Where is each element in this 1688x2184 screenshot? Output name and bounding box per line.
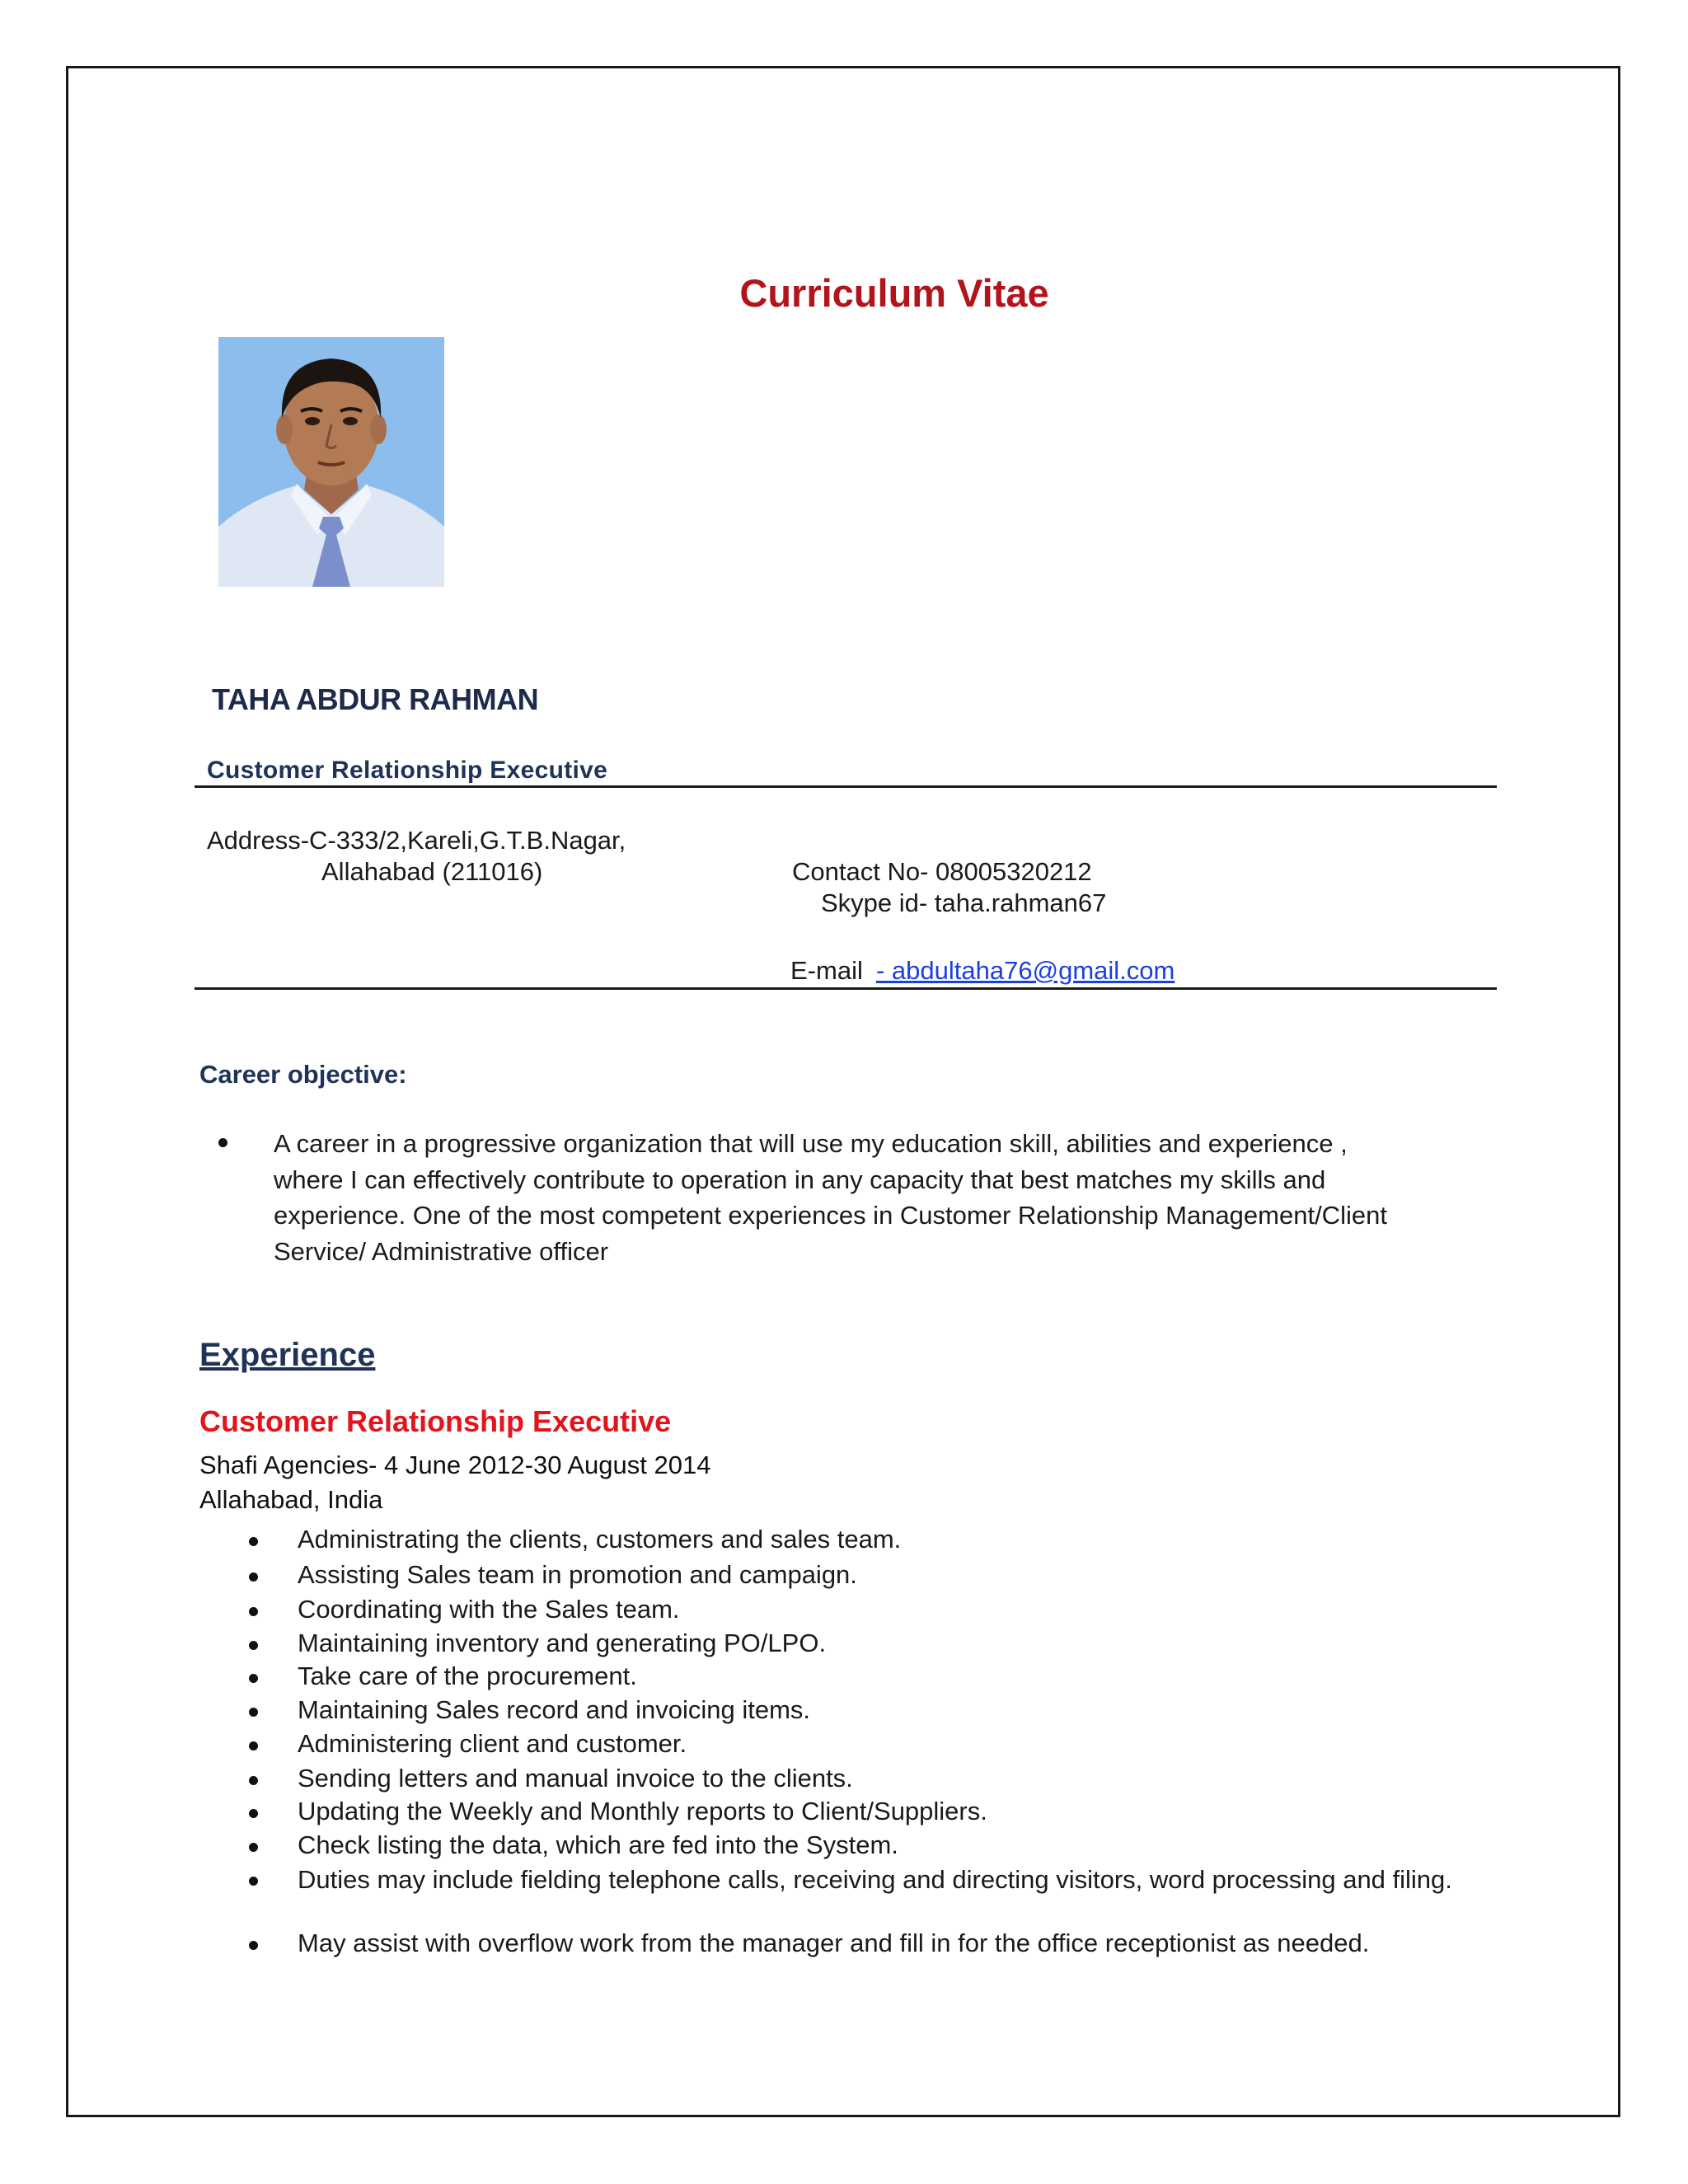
duty-bullet [249, 1641, 258, 1650]
duty-bullet [249, 1607, 258, 1616]
duty-item: Coordinating with the Sales team. [298, 1595, 680, 1624]
career-objective-heading: Career objective: [199, 1060, 407, 1089]
divider-bottom [195, 987, 1497, 990]
duty-bullet [249, 1843, 258, 1852]
duty-item: Updating the Weekly and Monthly reports to Client/Suppliers. [298, 1797, 987, 1825]
duty-item: Assisting Sales team in promotion and campaign. [298, 1560, 857, 1589]
objective-line: Service/ Administrative officer [274, 1236, 609, 1266]
skype-id: Skype id- taha.rahman67 [821, 888, 1107, 917]
experience-heading: Experience [199, 1337, 376, 1373]
duty-bullet [249, 1572, 258, 1582]
objective-line: A career in a progressive organization that will use my education skill, abilities and experience , [274, 1129, 1348, 1158]
company-dates: Shafi Agencies- 4 June 2012-30 August 2014 [199, 1451, 711, 1479]
email-label: E-mail [790, 956, 863, 985]
objective-bullet [218, 1138, 227, 1147]
duty-bullet [249, 1708, 258, 1717]
career-objective-text [274, 1126, 1477, 1269]
duty-item: Take care of the procurement. [298, 1661, 637, 1690]
duty-bullet [249, 1877, 258, 1886]
email-link[interactable]: - abdultaha76@gmail.com [876, 956, 1175, 985]
duty-item: Sending letters and manual invoice to the clients. [298, 1764, 853, 1793]
profile-photo [218, 337, 444, 587]
divider-top [195, 785, 1497, 788]
duty-bullet [249, 1741, 258, 1750]
duty-item: Administrating the clients, customers and sales team. [298, 1525, 902, 1554]
objective-line: where I can effectively contribute to operation in any capacity that best matches my skills and [274, 1165, 1326, 1194]
duty-bullet [249, 1776, 258, 1785]
duty-bullet [249, 1537, 258, 1546]
document-title: Curriculum Vitae [739, 271, 1049, 315]
duty-item: May assist with overflow work from the manager and fill in for the office receptionist as needed. [298, 1929, 1370, 1957]
address-line-1: Address-C-333/2,Kareli,G.T.B.Nagar, [207, 826, 626, 855]
duty-item: Maintaining inventory and generating PO/LPO. [298, 1629, 827, 1657]
contact-number: Contact No- 08005320212 [792, 857, 1092, 886]
job-location: Allahabad, India [199, 1485, 383, 1514]
job-title: Customer Relationship Executive [199, 1404, 672, 1438]
duty-item: Duties may include fielding telephone calls, receiving and directing visitors, word processing and filing. [298, 1865, 1452, 1894]
duty-bullet [249, 1809, 258, 1818]
objective-line: experience. One of the most competent experiences in Customer Relationship Management/Client [274, 1201, 1387, 1230]
duty-bullet [249, 1674, 258, 1683]
duty-item: Administering client and customer. [298, 1729, 687, 1758]
duty-item: Check listing the data, which are fed into the System. [298, 1830, 898, 1859]
duty-bullet [249, 1941, 258, 1950]
candidate-name: TAHA ABDUR RAHMAN [212, 682, 539, 716]
candidate-headline: Customer Relationship Executive [207, 757, 608, 784]
address-line-2: Allahabad (211016) [321, 857, 543, 886]
duty-item: Maintaining Sales record and invoicing items. [298, 1695, 811, 1724]
